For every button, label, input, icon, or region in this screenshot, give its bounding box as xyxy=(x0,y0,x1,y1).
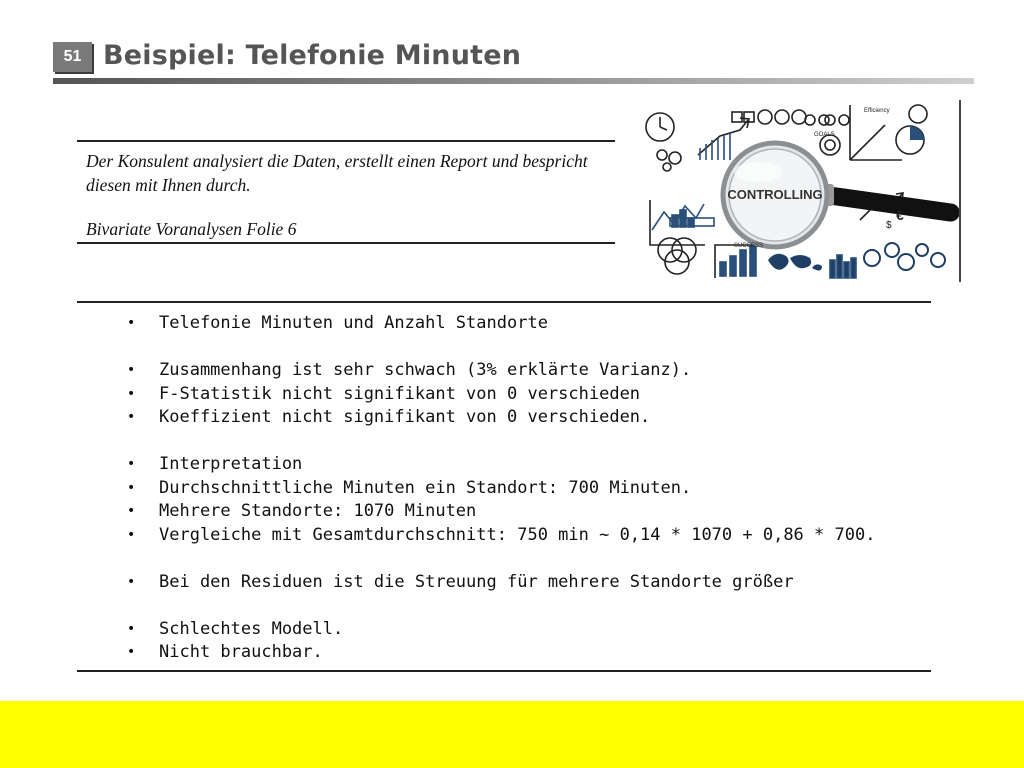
success-chart-icon xyxy=(715,245,765,278)
list-item-text: Telefonie Minuten und Anzahl Standorte xyxy=(159,313,548,333)
bicycle-icon xyxy=(805,115,849,125)
pie-chart-icon xyxy=(896,126,924,154)
list-item-text: Mehrere Standorte: 1070 Minuten xyxy=(159,501,477,521)
bullet-icon: • xyxy=(127,362,136,378)
list-item xyxy=(117,524,931,548)
list-item xyxy=(117,477,931,501)
doodle-success-label: SUCCESS xyxy=(734,243,764,249)
magnifying-glass-icon xyxy=(723,143,961,247)
doodle-euro-label: € xyxy=(896,207,904,223)
quote-text: Der Konsulent analysiert die Daten, erstellt einen Report und bespricht diesen mit Ihnen durch. xyxy=(86,151,588,195)
list-item xyxy=(117,312,931,336)
doodle-goals-label: GOALS xyxy=(814,132,835,138)
doodle-efficiency-label: Efficiency xyxy=(864,108,890,114)
list-item xyxy=(117,453,931,477)
bullet-icon: • xyxy=(127,526,136,543)
bullet-icon: • xyxy=(127,479,136,496)
column-chart-icon xyxy=(830,255,856,278)
list-item xyxy=(117,383,931,407)
bullet-icon: • xyxy=(127,385,136,402)
bullet-icon: • xyxy=(127,503,136,519)
clock-icon xyxy=(646,113,674,141)
bullet-icon: • xyxy=(127,315,136,331)
title-underline xyxy=(53,78,974,84)
list-item-text: Nicht brauchbar. xyxy=(159,642,323,662)
doodle-dollar-label: $ xyxy=(886,220,892,231)
illustration-border xyxy=(959,100,961,282)
list-item-text: Zusammenhang ist sehr schwach (3% erklärte Varianz). xyxy=(159,360,692,380)
list-item-text: Interpretation xyxy=(159,454,303,474)
quote-box xyxy=(77,140,615,244)
list-item xyxy=(117,500,931,524)
lens-label: CONTROLLING xyxy=(727,187,823,202)
slide-number: 51 xyxy=(53,42,92,72)
list-item-text: Bei den Residuen ist die Streuung für mehrere Standorte größer xyxy=(159,571,794,592)
list-item-text: Durchschnittliche Minuten ein Standort: 700 Minuten. xyxy=(159,477,692,498)
gears-icon-right xyxy=(864,243,945,270)
list-item xyxy=(117,641,931,665)
list-item-text: Koeffizient nicht signifikant von 0 verschieden. xyxy=(159,407,651,427)
list-item xyxy=(117,571,931,595)
bullet-icon: • xyxy=(127,644,136,660)
list-item-text: Vergleiche mit Gesamtdurchschnitt: 750 min ~ 0,14 * 1070 + 0,86 * 700. xyxy=(159,524,876,545)
page-title: Beispiel: Telefonie Minuten xyxy=(103,40,522,71)
controlling-illustration xyxy=(640,100,962,284)
list-item xyxy=(117,406,931,430)
list-item-text: F-Statistik nicht signifikant von 0 verschieden xyxy=(159,383,641,404)
bullet-list xyxy=(77,301,931,672)
footer-band xyxy=(0,701,1024,768)
list-item xyxy=(117,618,931,642)
bullet-icon: • xyxy=(127,573,136,590)
gears-icon xyxy=(657,150,681,171)
emoji-icon xyxy=(758,110,806,124)
bullet-icon: • xyxy=(127,620,136,637)
venn-diagram-icon xyxy=(658,238,696,274)
bullet-icon: • xyxy=(127,456,136,472)
quote-reference: Bivariate Voranalysen Folie 6 xyxy=(86,219,297,239)
bullet-icon: • xyxy=(127,409,136,425)
list-item xyxy=(117,359,931,383)
world-map-icon xyxy=(768,254,822,271)
list-item-text: Schlechtes Modell. xyxy=(159,618,344,639)
